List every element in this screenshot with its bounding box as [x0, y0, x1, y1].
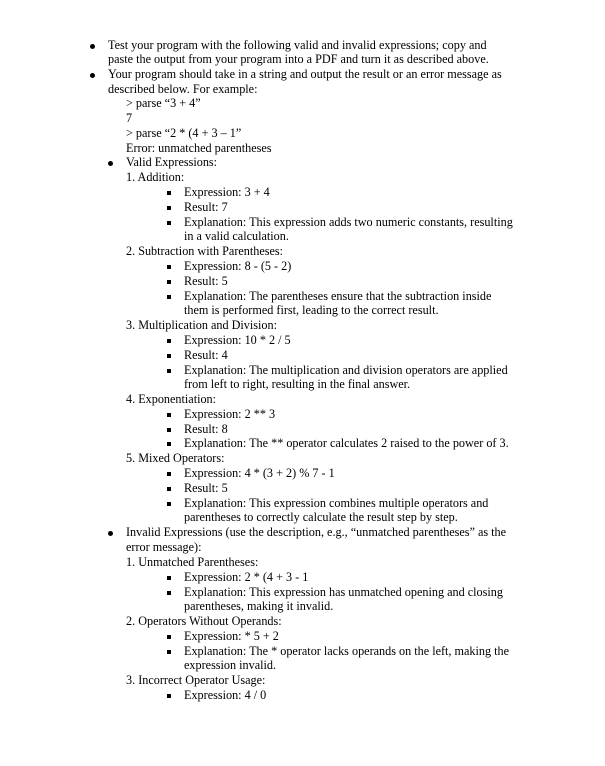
example-command: > parse “2 * (4 + 3 – 1”: [126, 126, 242, 140]
square-bullet-icon: [167, 635, 171, 639]
explanation-text: expression invalid.: [184, 658, 277, 672]
instruction-text: Test your program with the following valid and invalid expressions; copy and: [108, 38, 487, 52]
item-title: 1. Addition:: [126, 170, 185, 184]
expression-text: Expression: 4 * (3 + 2) % 7 - 1: [184, 466, 335, 480]
square-bullet-icon: [167, 369, 171, 373]
item-title: 3. Multiplication and Division:: [126, 318, 277, 332]
expression-text: Expression: 8 - (5 - 2): [184, 259, 292, 273]
instruction-text: paste the output from your program into a PDF and turn it as described above.: [108, 52, 489, 66]
explanation-text: Explanation: The multiplication and division operators are applied: [184, 363, 508, 377]
explanation-text: from left to right, resulting in the final answer.: [184, 377, 411, 391]
bullet-icon: [90, 44, 95, 49]
square-bullet-icon: [167, 487, 171, 491]
expression-text: Expression: 10 * 2 / 5: [184, 333, 291, 347]
square-bullet-icon: [167, 354, 171, 358]
expression-text: Expression: 4 / 0: [184, 688, 267, 702]
expression-text: Expression: 2 * (4 + 3 - 1: [184, 570, 309, 584]
example-output: Error: unmatched parentheses: [126, 141, 272, 155]
explanation-text: parentheses, making it invalid.: [184, 599, 334, 613]
square-bullet-icon: [167, 502, 171, 506]
square-bullet-icon: [167, 650, 171, 654]
square-bullet-icon: [167, 206, 171, 210]
square-bullet-icon: [167, 442, 171, 446]
square-bullet-icon: [167, 472, 171, 476]
explanation-text: Explanation: The parentheses ensure that the subtraction inside: [184, 289, 492, 303]
expression-text: Expression: * 5 + 2: [184, 629, 279, 643]
square-bullet-icon: [167, 591, 171, 595]
item-title: 1. Unmatched Parentheses:: [126, 555, 259, 569]
example-command: > parse “3 + 4”: [126, 96, 201, 110]
result-text: Result: 5: [184, 274, 228, 288]
square-bullet-icon: [167, 694, 171, 698]
square-bullet-icon: [167, 191, 171, 195]
result-text: Result: 5: [184, 481, 228, 495]
explanation-text: Explanation: This expression has unmatched opening and closing: [184, 585, 503, 599]
item-title: 4. Exponentiation:: [126, 392, 217, 406]
bullet-icon: [90, 73, 95, 78]
explanation-text: Explanation: This expression combines multiple operators and: [184, 496, 489, 510]
section-heading: error message):: [126, 540, 202, 554]
instruction-text: described below. For example:: [108, 82, 258, 96]
explanation-text: parentheses to correctly calculate the result step by step.: [184, 510, 458, 524]
square-bullet-icon: [167, 280, 171, 284]
square-bullet-icon: [167, 339, 171, 343]
explanation-text: Explanation: The * operator lacks operands on the left, making the: [184, 644, 510, 658]
explanation-text: Explanation: The ** operator calculates 2 raised to the power of 3.: [184, 436, 509, 450]
result-text: Result: 7: [184, 200, 228, 214]
item-title: 3. Incorrect Operator Usage:: [126, 673, 266, 687]
square-bullet-icon: [167, 295, 171, 299]
square-bullet-icon: [167, 265, 171, 269]
expression-text: Expression: 3 + 4: [184, 185, 270, 199]
explanation-text: in a valid calculation.: [184, 229, 289, 243]
instruction-text: Your program should take in a string and output the result or an error message as: [108, 67, 502, 81]
item-title: 2. Subtraction with Parentheses:: [126, 244, 284, 258]
square-bullet-icon: [167, 221, 171, 225]
bullet-icon: [108, 531, 113, 536]
bullet-icon: [108, 161, 113, 166]
explanation-text: them is performed first, leading to the correct result.: [184, 303, 439, 317]
result-text: Result: 8: [184, 422, 228, 436]
item-title: 5. Mixed Operators:: [126, 451, 225, 465]
expression-text: Expression: 2 ** 3: [184, 407, 276, 421]
result-text: Result: 4: [184, 348, 228, 362]
explanation-text: Explanation: This expression adds two numeric constants, resulting: [184, 215, 513, 229]
square-bullet-icon: [167, 413, 171, 417]
section-heading: Valid Expressions:: [126, 155, 218, 169]
section-heading: Invalid Expressions (use the description, e.g., “unmatched parentheses” as the: [126, 525, 507, 539]
example-output: 7: [126, 111, 133, 125]
square-bullet-icon: [167, 576, 171, 580]
item-title: 2. Operators Without Operands:: [126, 614, 282, 628]
square-bullet-icon: [167, 428, 171, 432]
